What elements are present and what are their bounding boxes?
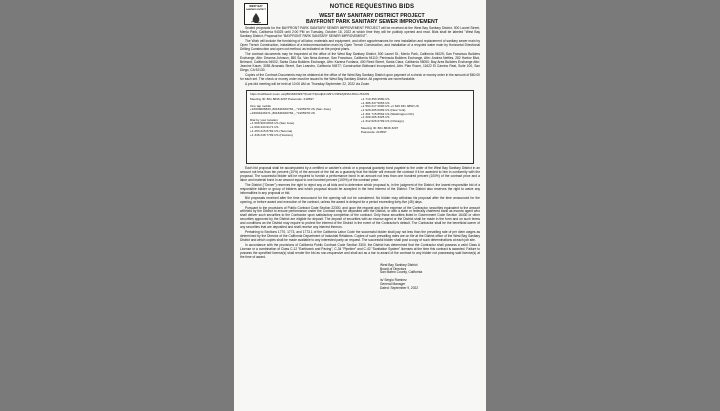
intro-section [240, 27, 480, 87]
paragraph: The District ("Owner") reserves the right to reject any or all bids and to determine which proposal is, in the judgment of the District, the lowest responsible bid of a responsible bidder or group of bidders and which proposal should be accepted in the best interest of the District. The District also reserves the right to waive any informalities in any proposal or bid. [240, 183, 480, 195]
paragraph: Bid proposals received after the time announced for the opening will not be considered. No bidder may withdraw his proposal after the time announced for the opening, or before award and execution of the contract, unless the award is delayed for a period exceeding forty-five (45) days. [240, 196, 480, 205]
dial-number: +1 253 215 8782 US (Tacoma) [250, 128, 293, 133]
meeting-passcode: Passcode: 210597 [361, 129, 387, 134]
paragraph: Copies of the Contract Documents may be obtained at the office of the West Bay Sanitary District upon payment of a check or money order in the amount of $60.00 for each set. The check or money order must be issued to the West Bay Sanitary District. All payments are nonrefundable. [240, 73, 480, 81]
dial-number: +1 301 715 8592 US (Washington DC) [361, 111, 414, 116]
paragraph: In accordance with the provisions of California Public Contract Code Section 3300, the District has determined that the Contractor shall possess a valid Class A License or a combination of Class C-12 "Earthwork and Paving", C-34 "Pipeline" and C-42 "Sanitation System" licenses at the time this contract is awarded. Failure to possess the specified license(s) shall render the bid as non-responsive and shall act as a bar to award of the contract to any bidder not possessing said license(s) at the time of award. [240, 243, 480, 259]
dial-number: +1 669 444 9171 US [250, 125, 279, 130]
paragraph: The Work will include the furnishing of all labor, materials and equipment, and other appurtenances for new installation and replacement of sanitary sewer main by Open Trench Construction, installation of a telecommunication main by Open Trench Construction, and installation of a recycled water main by Horizontal Directional Drilling Construction and open cut method, as indicated on the project plans. [240, 39, 480, 51]
one-tap-number: +16694449171,,80184632973#,,,,*210597# US [250, 111, 315, 115]
dial-number: +1 719 359 4580 US [361, 96, 390, 101]
meeting-right-column [359, 98, 470, 137]
meeting-id: Meeting ID: 801 8846 3297 [361, 125, 399, 130]
paragraph: The contract documents may be inspected at the office of the West Bay Sanitary District, 500 Laurel St., Menlo Park, California 94025; San Francisco Builders Exchange, Attn: Deanna Johnson, 850 So. Van Ness Avenue, San Francisco, California 94110; Peninsula Builders Exchange, Attn: Andrea Nettles, 282 Harbor Blvd, Belmont, California 94002; Santa Clara Builders Exchange, Attn: Karena Fontana, 400 Reed Street, Santa Clara, California 95050; Bay Area Builders Exchange Attn: Jeanine Kauer, 3055 Alvarado Street, San Leandro, California 94577; Construction Bidboard Incorporated, Attn: Plan Room, 11622 El Camino Real, Suite 100, San Diego, CA 92130. [240, 52, 480, 72]
logo-line-2: SANITARY DISTRICT [246, 9, 266, 11]
signature-org: West Bay Sanitary District [380, 262, 418, 267]
paragraph: Sealed proposals for the BAYFRONT PARK SANITARY SEWER IMPROVEMENT PROJECT will be received at the West Bay Sanitary District, 500 Laurel Street, Menlo Park, California 94025 until 2:00 PM on Tuesday, October 18, 2022 at which time they will be publicly opened and read. Bids shall be labeled "West Bay Sanitary District, Proposal for "BAYFRONT PARK SANITARY SEWER IMPROVEMENT". [240, 26, 480, 38]
meeting-columns [250, 98, 470, 137]
signature-board: Board of Directors [380, 266, 407, 271]
paragraph: A pre-bid meeting will be held at 10:00 AM on Thursday September 22, 2022 via Zoom. [245, 82, 371, 87]
dial-number: +1 346 248 7799 US (Houston) [250, 132, 293, 137]
dial-number: +1 386 347 5053 US [361, 100, 390, 105]
meeting-id-line: Meeting ID: 801 8846 3297 Passcode: 210597 [250, 96, 314, 101]
notice-title: NOTICE REQUESTING BIDS [329, 4, 415, 10]
paragraph: Pursuant to the provisions of Public Contract Code Section 22300, and upon the request and at the expense of the Contractor, securities equivalent to the amount withheld by the District to ensure performance under the Contract may be deposited with the District, or with a state or federally chartered bank as escrow agent who shall deliver such securities to the Contractor upon satisfactory completion of the contract. Only those securities listed in Government Code Section 16430 or other securities approved by the District are eligible for deposit. The deposit of securities with an escrow agent or the District shall be made in the form and on such terms and conditions as the District may require to protect the interest of the District in the event of the Contractor's default. The Contractor shall be the beneficial owner of any securities that are deposited and shall receive any interest thereon. [240, 205, 480, 229]
project-title [264, 13, 480, 25]
signature-name: /s/ Sergio Ramirez [380, 278, 407, 283]
notice-page [234, 0, 486, 411]
paragraph: Pertaining to Sections 1770, 1773, and 1773.1 of the California Labor Code the successful bidder shall pay not less than the prevailing rate of per diem wages as determined by the Director of the California Department of Industrial Relations. Copies of such prevailing rates are on file at the District office of the West Bay Sanitary District and which copies shall be made available to any interested party on request. The successful bidder shall post a copy of such determinations at each job site. [240, 230, 480, 242]
dial-number: +1 564 217 2000 US +1 646 931 3860 US [361, 104, 419, 109]
zoom-meeting-box [246, 90, 474, 164]
one-tap-label: One tap mobile [250, 103, 271, 108]
signature-date: Dated: September 9, 2022 [380, 285, 419, 290]
project-title-line-1: WEST BAY SANITARY DISTRICT PROJECT [319, 13, 425, 19]
dial-number: +1 929 205 6099 US (New York) [361, 108, 406, 112]
dial-number: +1 309 205 3325 US [361, 115, 390, 120]
dial-label: Dial by your location [250, 117, 278, 122]
signature-title: General Manager [380, 282, 406, 287]
project-title-line-2: BAYFRONT PARK SANITARY SEWER IMPROVEMENT [306, 19, 438, 25]
zoom-link[interactable]: https://us06web.zoom.us/j/8018463297?pwd=TlpGdjh1U29YcVRSZjhNbzJKbmJTdz09 [250, 93, 370, 97]
paragraph: Each bid proposal shall be accompanied by a certified or cashier's check or a proposal guaranty bond payable to the order of the West Bay Sanitary District in an amount not less than ten percent (10%) of the amount of the bid as a guaranty that the bidder will execute the contract if it be awarded to him in conformity with the proposal. The successful bidder will be required to furnish a performance bond in an amount not less than one hundred percent (100%) of the contract price and a labor and material bond in an amount equal to one hundred percent (100%) of the contract price. [240, 166, 480, 182]
logo-line-1: WEST BAY [249, 5, 263, 8]
district-logo [244, 3, 268, 25]
droplet-icon [250, 12, 262, 24]
terms-section [240, 167, 480, 260]
dial-number: +1 312 626 6799 US (Chicago) [361, 119, 404, 124]
signature-block [380, 264, 480, 291]
dial-number: +1 669 900 6833 US (San Jose) [250, 121, 295, 126]
signature-county: San Mateo County, California [380, 270, 423, 275]
one-tap-number: +16699006833,,80184632973#,,,,*210597# US (San Jose) [250, 107, 331, 112]
meeting-left-column [250, 98, 359, 137]
